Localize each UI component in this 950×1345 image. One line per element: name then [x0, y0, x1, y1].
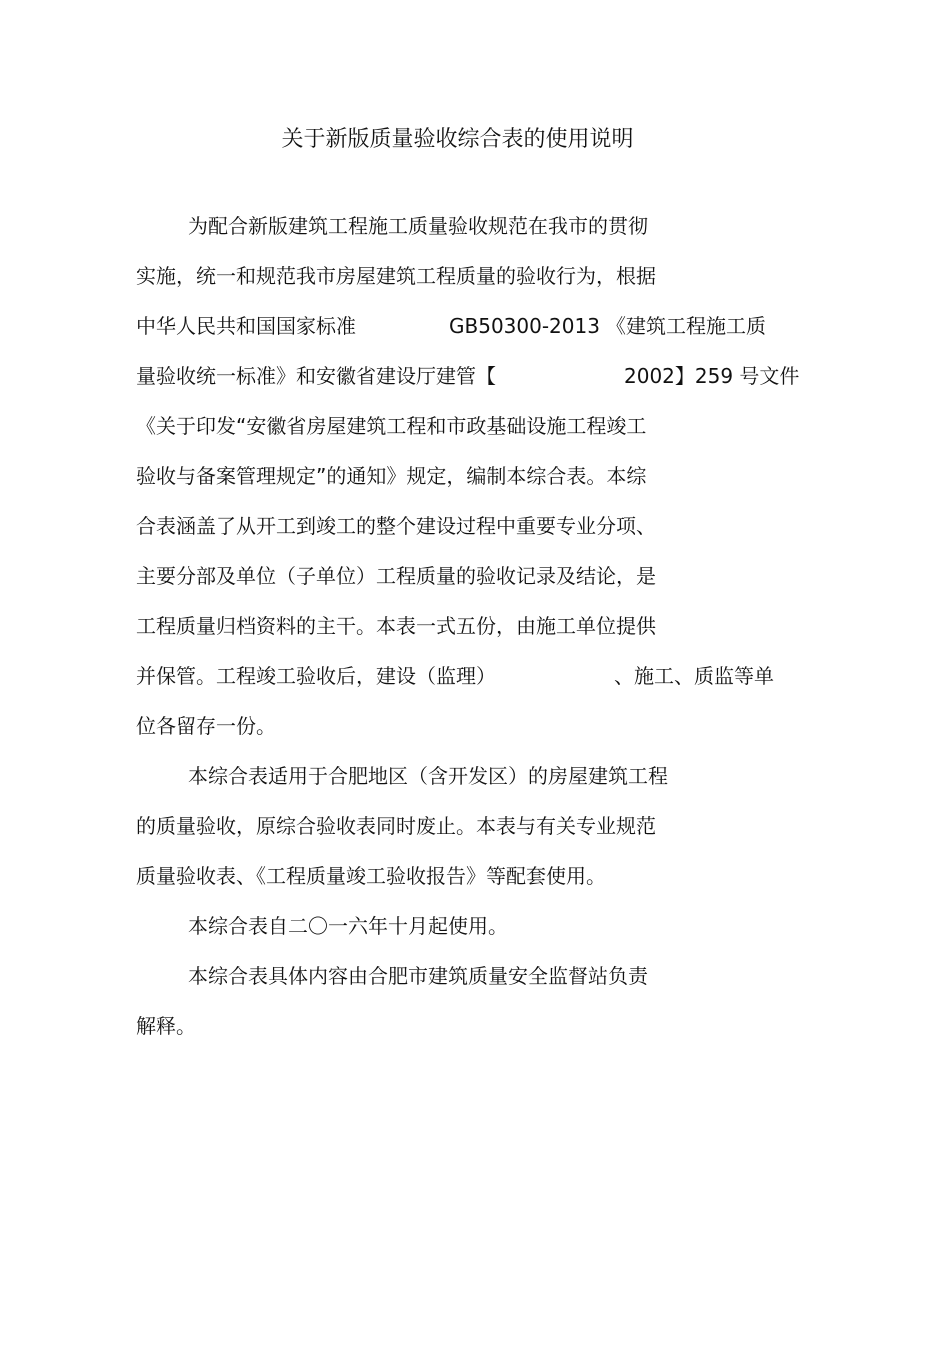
document-title: 关于新版质量验收综合表的使用说明 — [281, 127, 634, 152]
paragraph-1-line-2: 实施，统一和规范我市房屋建筑工程质量的验收行为，根据 — [136, 264, 656, 288]
standard-name-continued-text: 量验收统一标准》和安徽省建设厅建管【 — [136, 364, 496, 388]
paragraph-2-line-2: 的质量验收，原综合验收表同时废止。本表与有关专业规范 — [136, 814, 656, 838]
standard-issuer-text: 中华人民共和国国家标准 — [136, 314, 356, 338]
paragraph-1-line-10 — [136, 661, 826, 691]
paragraph-1-line-9: 工程质量归档资料的主干。本表一式五份，由施工单位提供 — [136, 614, 656, 638]
standard-code-text: GB50300-2013 — [449, 314, 600, 338]
custody-text: 并保管。工程竣工验收后，建设（监理） — [136, 664, 496, 688]
paragraph-1-line-4 — [136, 361, 826, 391]
paragraph-1-line-8: 主要分部及单位（子单位）工程质量的验收记录及结论，是 — [136, 564, 656, 588]
paragraph-1-line-3 — [136, 311, 826, 341]
paragraph-4-line-1: 本综合表具体内容由合肥市建筑质量安全监督站负责 — [188, 964, 648, 988]
paragraph-3-line-1: 本综合表自二〇一六年十月起使用。 — [188, 914, 508, 938]
paragraph-2-line-1: 本综合表适用于合肥地区（含开发区）的房屋建筑工程 — [188, 764, 668, 788]
document-number-text: 2002】259 号文件 — [624, 364, 800, 388]
paragraph-1-line-1: 为配合新版建筑工程施工质量验收规范在我市的贯彻 — [188, 214, 648, 238]
paragraph-2-line-3: 质量验收表、《工程质量竣工验收报告》等配套使用。 — [136, 864, 606, 888]
custody-units-text: 、施工、质监等单 — [614, 664, 774, 688]
standard-name-text: 《建筑工程施工质 — [606, 314, 766, 338]
paragraph-1-line-6: 验收与备案管理规定”的通知》规定，编制本综合表。本综 — [136, 464, 647, 488]
paragraph-1-line-11: 位各留存一份。 — [136, 714, 276, 738]
paragraph-1-line-5: 《关于印发“安徽省房屋建筑工程和市政基础设施工程竣工 — [136, 414, 647, 438]
paragraph-4-line-2: 解释。 — [136, 1014, 196, 1038]
paragraph-1-line-7: 合表涵盖了从开工到竣工的整个建设过程中重要专业分项、 — [136, 514, 656, 538]
